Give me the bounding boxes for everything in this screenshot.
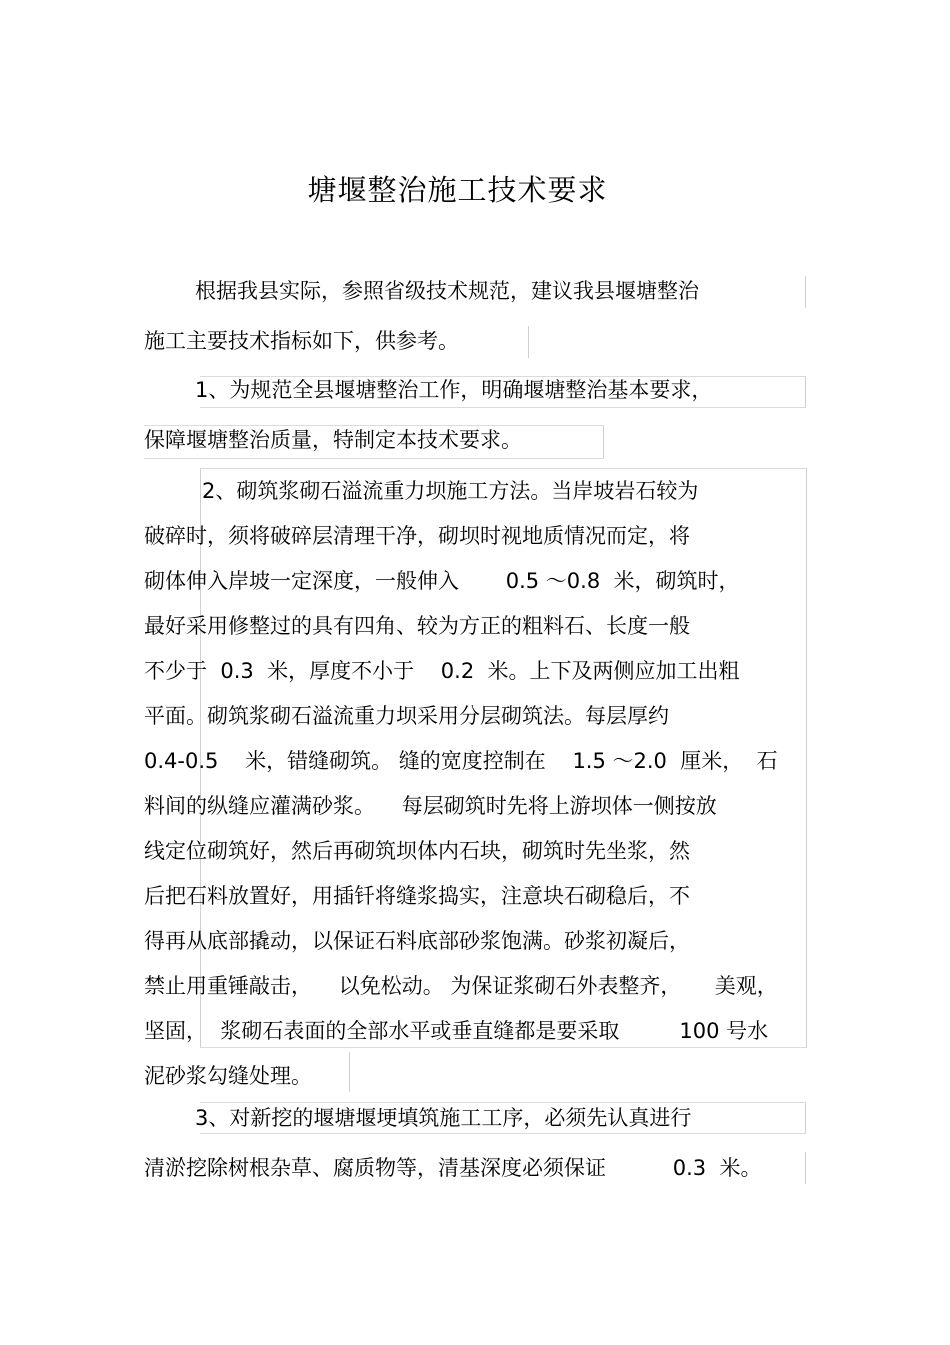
text-line: 料间的纵缝应灌满砂浆。 每层砌筑时先将上游坝体一侧按放 bbox=[144, 794, 717, 818]
text-line: 得再从底部撬动，以保证石料底部砂浆饱满。砂浆初凝后， bbox=[144, 929, 690, 953]
document-title: 塘堰整治施工技术要求 bbox=[307, 173, 608, 207]
frame-line bbox=[349, 1052, 350, 1092]
text-line: 后把石料放置好，用插钎将缝浆捣实，注意块石砌稳后，不 bbox=[144, 884, 690, 908]
text-line: 坚固， 浆砌石表面的全部水平或垂直缝都是要采取 100 号水 bbox=[144, 1019, 769, 1043]
text-line: 平面。砌筑浆砌石溢流重力坝采用分层砌筑法。每层厚约 bbox=[144, 704, 669, 728]
text-line: 施工主要技术指标如下，供参考。 bbox=[144, 329, 459, 353]
text-line: 1、为规范全县堰塘整治工作，明确堰塘整治基本要求， bbox=[195, 378, 713, 402]
text-line: 线定位砌筑好，然后再砌筑坝体内石块，砌筑时先坐浆，然 bbox=[144, 839, 690, 863]
frame-line bbox=[528, 326, 529, 358]
text-line: 2、砌筑浆砌石溢流重力坝施工方法。当岸坡岩石较为 bbox=[202, 479, 699, 503]
text-line: 0.4-0.5 米，错缝砌筑。 缝的宽度控制在 1.5 ～2.0 厘米， 石 bbox=[144, 749, 778, 773]
frame-line bbox=[805, 276, 806, 308]
text-line: 保障堰塘整治质量，特制定本技术要求。 bbox=[144, 428, 522, 452]
text-line: 砌体伸入岸坡一定深度，一般伸入 0.5 ～0.8 米，砌筑时， bbox=[144, 569, 740, 593]
text-line: 禁止用重锤敲击， 以免松动。 为保证浆砌石外表整齐， 美观， bbox=[144, 974, 778, 998]
text-line: 泥砂浆勾缝处理。 bbox=[144, 1064, 312, 1088]
frame-line bbox=[805, 1152, 806, 1184]
text-line: 清淤挖除树根杂草、腐质物等，清基深度必须保证 0.3 米。 bbox=[144, 1156, 762, 1180]
text-line: 最好采用修整过的具有四角、较为方正的粗料石、长度一般 bbox=[144, 614, 690, 638]
text-line: 3、对新挖的堰塘堰埂填筑施工工序，必须先认真进行 bbox=[195, 1106, 692, 1130]
text-line: 不少于 0.3 米，厚度不小于 0.2 米。上下及两侧应加工出粗 bbox=[144, 659, 740, 683]
text-line: 根据我县实际，参照省级技术规范，建议我县堰塘整治 bbox=[195, 279, 699, 303]
text-line: 破碎时，须将破碎层清理干净，砌坝时视地质情况而定，将 bbox=[144, 524, 690, 548]
